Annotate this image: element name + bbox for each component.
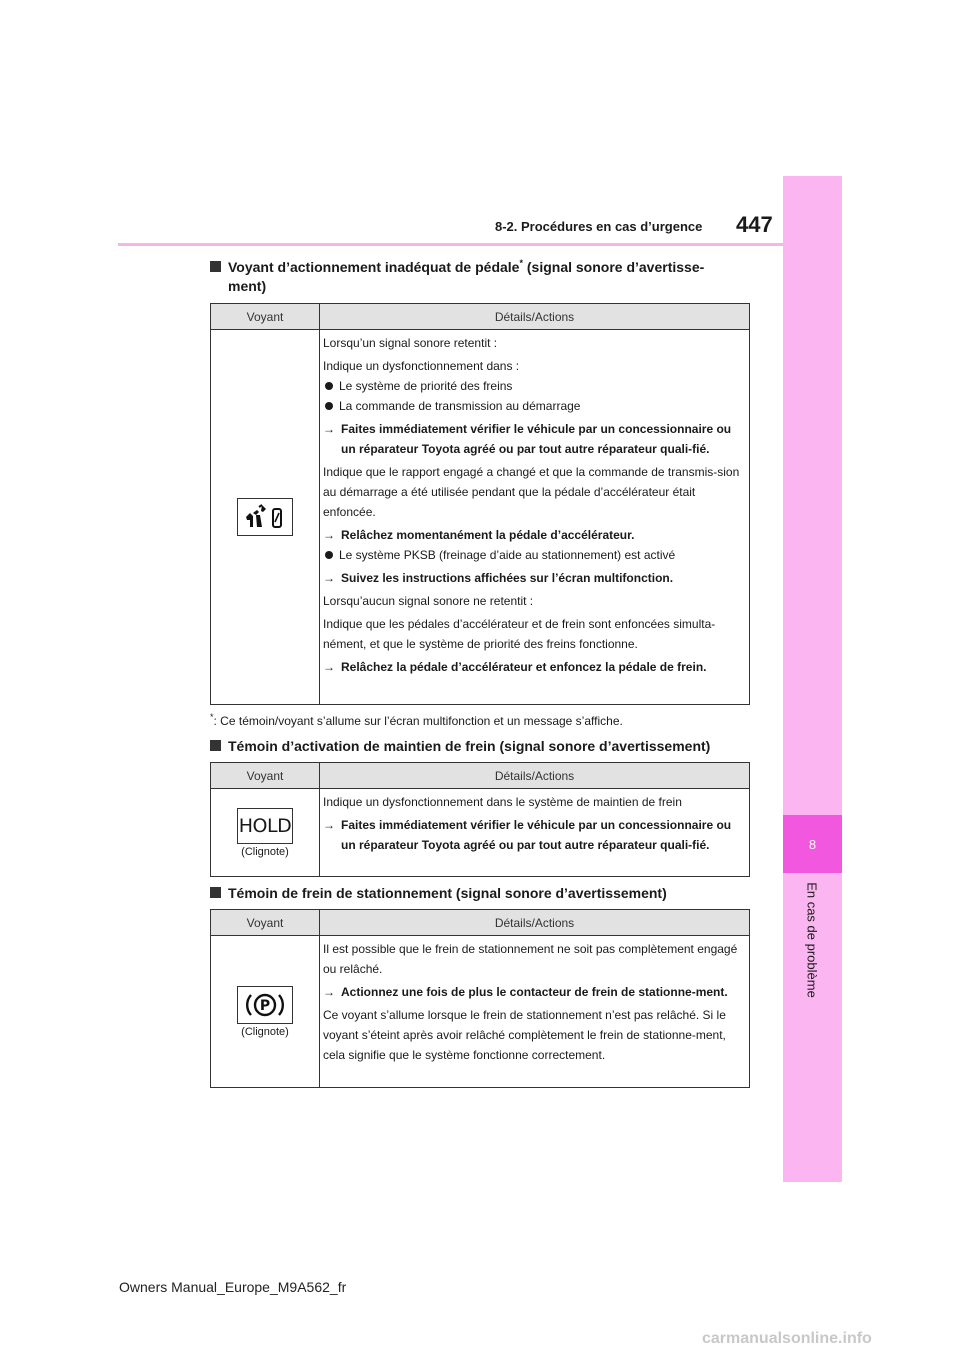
col-voyant-header: Voyant — [211, 763, 320, 788]
footer-text: Owners Manual_Europe_M9A562_fr — [119, 1279, 347, 1295]
section3-heading — [210, 884, 667, 903]
section2-title: Témoin d’activation de maintien de frein (signal sonore d’avertissement) — [228, 738, 711, 754]
indicator-cell — [211, 936, 320, 1087]
table-header — [211, 910, 749, 936]
header-rule — [118, 243, 783, 246]
col-details-header: Détails/Actions — [494, 768, 575, 783]
action-item: → Actionnez une fois de plus le contacteur de frein de stationne-ment. — [323, 982, 745, 1002]
section2-heading — [210, 737, 710, 756]
action-item: → Suivez les instructions affichées sur l’écran multifonction. — [323, 568, 745, 588]
indicator-cell — [211, 789, 320, 876]
section3-title: Témoin de frein de stationnement (signal sonore d’avertissement) — [228, 885, 667, 901]
action-item: → Faites immédiatement vérifier le véhicule par un concessionnaire ou un réparateur Toyota agréé ou par tout autre réparateur quali-fié. — [323, 419, 745, 459]
bullet-item: Le système PKSB (freinage d’aide au stationnement) est activé — [323, 545, 745, 565]
detail-text: Indique un dysfonctionnement dans : — [323, 359, 520, 373]
section1-table — [210, 303, 750, 705]
hold-indicator-icon: HOLD — [237, 808, 293, 844]
bullet-item: Le système de priorité des freins — [323, 376, 745, 396]
parking-brake-icon — [240, 989, 290, 1021]
bullet-dot-icon — [325, 402, 333, 410]
arrow-icon: → — [323, 818, 335, 832]
footnote — [210, 712, 623, 728]
section1-heading — [210, 258, 704, 296]
detail-text: Indique que les pédales d’accélérateur et de frein sont enfoncées simulta-nément, et que le système de priorité des freins fonctionne. — [323, 617, 716, 651]
page-number: 447 — [736, 212, 773, 237]
detail-text: Il est possible que le frein de stationnement ne soit pas complètement engagé ou relâché. — [323, 942, 738, 976]
action-item: → Relâchez momentanément la pédale d’accélérateur. — [323, 525, 745, 545]
footnote-mark: * — [210, 712, 214, 722]
table-header — [211, 763, 749, 789]
table-header — [211, 304, 749, 330]
footnote-text: : Ce témoin/voyant s’allume sur l’écran multifonction et un message s’affiche. — [213, 714, 623, 728]
arrow-icon: → — [323, 660, 335, 674]
details-cell — [320, 936, 749, 1087]
arrow-icon: → — [323, 422, 335, 436]
col-voyant-header: Voyant — [211, 304, 320, 329]
bullet-item: La commande de transmission au démarrage — [323, 396, 745, 416]
table-row — [211, 789, 749, 876]
indicator-cell — [211, 330, 320, 704]
section1-title-cont: ment) — [228, 278, 267, 294]
details-cell — [320, 330, 749, 704]
bullet-dot-icon — [325, 382, 333, 390]
bullet-dot-icon — [325, 551, 333, 559]
col-details-header: Détails/Actions — [494, 309, 575, 324]
arrow-icon: → — [323, 528, 335, 542]
arrow-icon: → — [323, 985, 335, 999]
chapter-side-tab — [783, 176, 842, 1182]
detail-text: Lorsqu’un signal sonore retentit : — [323, 336, 498, 350]
section1-title-part2: (signal sonore d’avertisse- — [522, 259, 705, 275]
pedal-warning-icon — [237, 498, 293, 536]
chapter-number: 8 — [808, 836, 817, 852]
parking-brake-icon-box — [237, 986, 293, 1024]
chapter-label: En cas de problème — [804, 882, 820, 998]
section1-title-sup: * — [519, 258, 523, 268]
section2-table — [210, 762, 750, 877]
square-bullet-icon — [210, 261, 221, 272]
parking-brake-letter: P — [259, 997, 271, 1014]
detail-text: Ce voyant s’allume lorsque le frein de stationnement n’est pas relâché. Si le voyant s’éteint après avoir relâché complètement le frein de stationne-ment, cela signifie que le système fonctionne correctement. — [323, 1008, 726, 1062]
icon-caption: (Clignote) — [241, 845, 289, 858]
detail-text: Indique un dysfonctionnement dans le système de maintien de frein — [323, 795, 682, 809]
square-bullet-icon — [210, 740, 221, 751]
icon-caption: (Clignote) — [241, 1025, 289, 1038]
pedal-warning-icon-svg — [242, 503, 288, 531]
section-title: 8-2. Procédures en cas d’urgence — [495, 219, 703, 234]
action-item: → Relâchez la pédale d’accélérateur et enfoncez la pédale de frein. — [323, 657, 745, 677]
details-cell — [320, 789, 749, 876]
action-item: → Faites immédiatement vérifier le véhicule par un concessionnaire ou un réparateur Toyota agréé ou par tout autre réparateur quali-fié. — [323, 815, 745, 855]
section1-title-part1: Voyant d’actionnement inadéquat de pédale — [228, 259, 520, 275]
detail-text: Lorsqu’aucun signal sonore ne retentit : — [323, 594, 534, 608]
section3-table — [210, 909, 750, 1088]
table-row — [211, 330, 749, 704]
table-row — [211, 936, 749, 1087]
detail-text: Indique que le rapport engagé a changé et que la commande de transmis-sion au démarrage a été utilisée pendant que la pédale d’accélérateur était enfoncée. — [323, 465, 740, 519]
col-details-header: Détails/Actions — [494, 915, 575, 930]
col-voyant-header: Voyant — [211, 910, 320, 935]
watermark[interactable]: carmanualsonline.info — [702, 1330, 872, 1347]
arrow-icon: → — [323, 571, 335, 585]
square-bullet-icon — [210, 887, 221, 898]
